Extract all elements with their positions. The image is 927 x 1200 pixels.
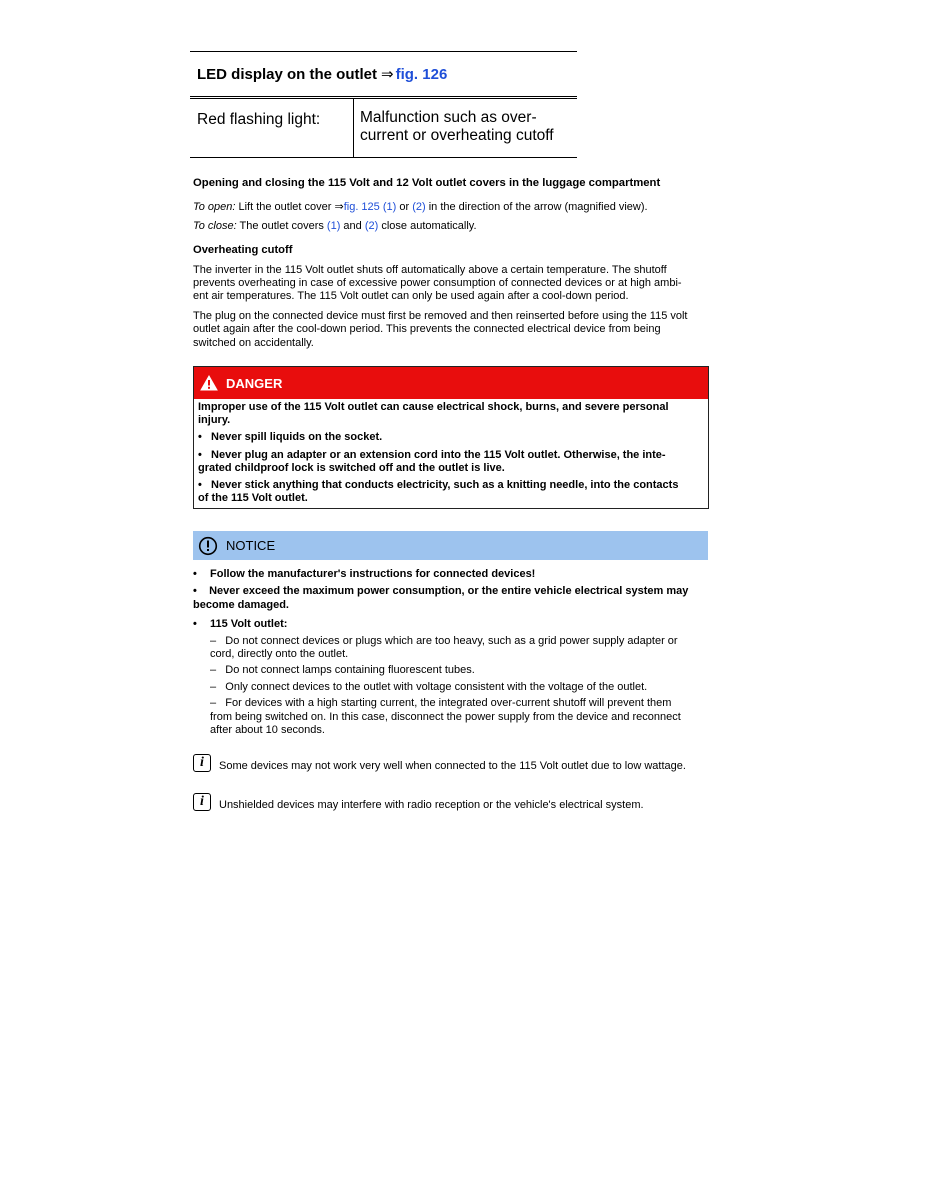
text-line: Never spill liquids on the socket. [211,431,383,444]
to-close-line [193,220,709,233]
text-line: ent air temperatures. The 115 Volt outlet can only be used again after a cool-down period. [193,290,629,303]
info-icon [193,754,211,772]
bullet-dot: • [193,585,197,598]
text-line: Follow the manufacturer's instructions for connected devices! [210,568,536,580]
notice-bullet [193,618,709,631]
fig-125-link[interactable]: fig. 125 (1) [343,201,397,214]
covers-section [193,177,709,350]
danger-body [194,399,708,508]
info-note [193,793,644,811]
text-line: Only connect devices to the outlet with voltage consistent with the voltage of the outlet. [225,680,648,693]
text-line: Never exceed the maximum power consumption, or the entire vehicle electrical system may [209,585,689,598]
overheating-paragraph-1 [193,264,709,304]
or-text: or [396,201,413,214]
bullet-dot: • [193,618,197,631]
to-open-text-end: in the direction of the arrow (magnified view). [425,201,648,214]
notice-header [193,531,708,560]
info-glyph: i [200,755,204,770]
text-line: The inverter in the 115 Volt outlet shuts off automatically above a certain temperature. The shutoff [193,263,667,276]
info-note-text: Some devices may not work very well when connected to the 115 Volt outlet due to low wattage. [219,760,686,772]
text-line: prevents overheating in case of excessive power consumption of connected devices or at high ambi- [193,277,682,290]
text-line: The plug on the connected device must first be removed and then reinserted before using the 115 volt [193,309,688,322]
info-glyph: i [200,794,204,809]
info-note-text: Unshielded devices may interfere with radio reception or the vehicle's electrical system. [219,799,644,811]
arrow-ref-icon: ⇒ [334,201,344,214]
overheating-title: Overheating cutoff [193,244,293,257]
arrow-ref-icon: ⇒ [381,66,394,83]
exclamation-circle-icon [198,536,218,556]
notice-dash-item [193,681,709,694]
danger-intro [198,401,704,427]
dash-mark: – [210,680,217,693]
danger-header [194,367,708,399]
bullet-dot: • [198,448,202,461]
to-open-line [193,201,709,214]
warning-triangle-icon [200,375,218,391]
text-line: of the 115 Volt outlet. [198,492,308,505]
fig-126-link[interactable]: fig. 126 [395,65,448,83]
text-line: outlet again after the cool-down period. This prevents the connected electrical device from being [193,323,661,336]
text-line: become damaged. [193,598,289,611]
led-heading-text: LED display on the outlet [197,65,378,83]
covers-title: Opening and closing the 115 Volt and 12 Volt outlet covers in the luggage compartment [193,177,661,189]
text-line: cord, directly onto the outlet. [210,648,349,661]
ref-1-link[interactable]: (1) [326,219,341,232]
bullet-dot: • [198,479,202,492]
text-line: Never plug an adapter or an extension cord into the 115 Volt outlet. Otherwise, the inte- [211,448,666,461]
led-meaning-line: Malfunction such as over- [360,109,537,126]
text-line: Never stick anything that conducts electricity, such as a knitting needle, into the contacts [211,479,679,492]
text-line: Do not connect devices or plugs which are too heavy, such as a grid power supply adapter or [225,634,678,647]
danger-bullet [198,479,704,505]
led-table-heading [190,52,577,96]
bullet-dot: • [193,568,197,580]
text-line: grated childproof lock is switched off and the outlet is live. [198,461,505,474]
danger-box [193,366,709,509]
dash-mark: – [210,634,217,647]
to-close-label: To close: [193,219,237,232]
text-line: Improper use of the 115 Volt outlet can cause electrical shock, burns, and severe personal [198,401,669,413]
led-meaning-cell [354,99,577,157]
and-text: and [340,219,365,232]
to-open-text: Lift the outlet cover [235,201,335,214]
info-icon [193,793,211,811]
notice-dash-item [193,664,709,677]
text-line: injury. [198,414,231,427]
info-note [193,754,686,772]
danger-bullet [198,431,704,444]
danger-bullet [198,449,704,475]
danger-label: DANGER [226,375,283,391]
led-meaning-line: current or overheating cutoff [360,127,554,144]
ref-2-link[interactable]: (2) [412,201,426,214]
text-line: 115 Volt outlet: [210,618,288,631]
table-row [190,99,577,158]
ref-2-link[interactable]: (2) [364,219,379,232]
text-line: For devices with a high starting current, the integrated over-current shutoff will prevent them [225,697,672,710]
overheating-paragraph-2 [193,310,709,350]
bullet-dot: • [198,431,202,444]
to-open-label: To open: [193,201,236,214]
to-close-text-end: close automatically. [378,219,477,232]
notice-dash-item [193,635,709,662]
text-line: from being switched on. In this case, disconnect the power supply from the device and reconnect [210,710,681,723]
notice-bullet [193,585,709,612]
text-line: switched on accidentally. [193,336,314,349]
led-state-cell: Red flashing light: [190,99,354,157]
notice-dash-item [193,697,709,737]
text-line: Do not connect lamps containing fluorescent tubes. [225,664,475,677]
dash-mark: – [210,664,217,677]
notice-bullet [193,568,709,581]
text-line: after about 10 seconds. [210,724,325,737]
to-close-text: The outlet covers [236,219,327,232]
led-display-table [190,51,577,158]
dash-mark: – [210,697,217,710]
notice-label: NOTICE [226,538,276,553]
notice-body [193,568,709,737]
